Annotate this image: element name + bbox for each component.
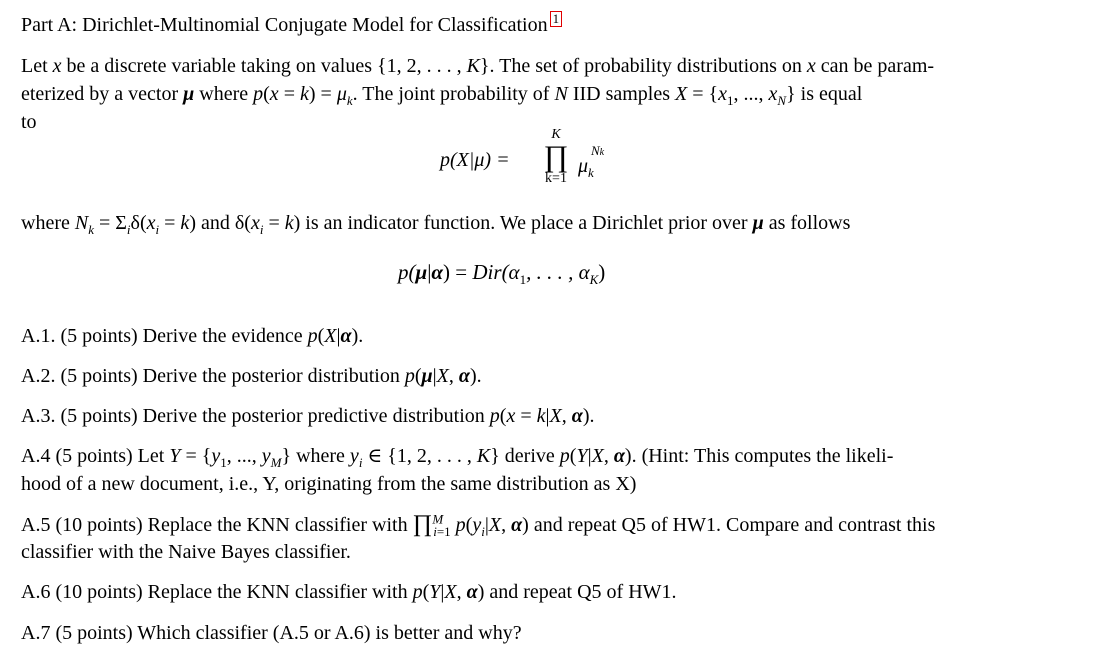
math-text: , ..., <box>733 83 769 105</box>
math-var: x <box>768 83 778 105</box>
math-var: x <box>806 55 816 77</box>
math-var: K <box>466 55 480 77</box>
math-var: μ <box>336 83 347 105</box>
question-text: where <box>291 445 350 467</box>
math-text: ) = <box>308 83 337 105</box>
where-line: where $N_k = \Sigma_i\delta(x_i = k)$ and $\delta(x_i = k)$ is an indicator function. We place a Dirichlet prior over μ as follows <box>21 212 851 237</box>
equation-likelihood <box>440 146 510 174</box>
equation-prior: $p(\mu|\alpha) = Dir(\alpha_1$, . . . , $\alpha_K$) <box>398 260 606 288</box>
question-text: . (Hint: This computes the likeli- <box>631 445 894 467</box>
question-text: A.3. (5 points) Derive the posterior predictive distribution <box>21 405 490 427</box>
math-text: , . . . , α <box>526 260 590 284</box>
math-text: p( <box>398 260 416 284</box>
text: ) is an indicator function. We place a Dirichlet prior over <box>293 212 753 234</box>
intro-text: can be param- <box>815 55 935 77</box>
question-text: . <box>589 405 595 427</box>
intro-text: IID samples <box>567 83 676 105</box>
math-var: p <box>253 83 264 105</box>
math-sub: k <box>588 165 594 180</box>
question-text: derive <box>499 445 560 467</box>
math-var: x <box>269 83 279 105</box>
intro-text: eterized by a vector <box>21 83 184 105</box>
product-operator <box>536 128 576 186</box>
math-text: = { <box>687 83 719 105</box>
math-var: α <box>431 260 444 284</box>
intro-text: }. The set of probability distributions on <box>479 55 807 77</box>
question-text: . <box>476 365 482 387</box>
question-text: A.1. (5 points) Derive the evidence <box>21 325 308 347</box>
section-title-text: Part A: Dirichlet-Multinomial Conjugate Model for Classification <box>21 14 548 36</box>
math-text: = <box>278 83 300 105</box>
math-var: μ <box>752 212 764 234</box>
math-text: (α <box>501 260 520 284</box>
intro-text: where <box>194 83 254 105</box>
question-text: A.6 (10 points) Replace the KNN classifier with <box>21 581 413 603</box>
math-var: N <box>554 83 568 105</box>
question-text: and repeat Q5 of HW1. Compare and contrast this <box>528 514 936 536</box>
math-var: x <box>52 55 62 77</box>
question-a4-line-1: A.4 (5 points) Let $Y = \{y_1$, ..., $y_M$} where $y_i$ ∈ {1, 2, . . . , K} derive p(Y|X, α). (Hint: This computes the likeli- <box>21 445 894 470</box>
question-a5-line-1: A.5 (10 points) Replace the KNN classifier with ∏$^M_{i=1}$ $p(y_i|X$, α) and repeat Q5 of HW1. Compare and contrast this <box>21 511 936 539</box>
math-text: ( <box>263 83 270 105</box>
math-sub: k <box>88 222 94 237</box>
math-var: μ <box>578 155 589 177</box>
math-text: | <box>427 260 432 284</box>
question-a2: A.2. (5 points) Derive the posterior distribution p(μ|X, α). <box>21 365 482 387</box>
intro-text: . The joint probability of <box>352 83 555 105</box>
math-func: Dir <box>472 260 502 284</box>
question-text: A.4 (5 points) Let <box>21 445 170 467</box>
question-a4-line-2: hood of a new document, i.e., Y, originating from the same distribution as X) <box>21 473 637 495</box>
math-sub: K <box>589 272 599 288</box>
math-text: δ( <box>130 212 147 234</box>
product-upper-limit: K <box>551 127 561 142</box>
question-a6: A.6 (10 points) Replace the KNN classifier with p(Y|X, α) and repeat Q5 of HW1. <box>21 581 677 603</box>
question-a3: A.3. (5 points) Derive the posterior predictive distribution p(x = k|X, α). <box>21 405 595 427</box>
math-var: μ <box>183 83 195 105</box>
math-sub: k <box>346 93 353 108</box>
section-title <box>21 11 562 39</box>
question-a7: A.7 (5 points) Which classifier (A.5 or A.6) is better and why? <box>21 622 522 644</box>
question-text: A.2. (5 points) Derive the posterior distribution <box>21 365 405 387</box>
math-text: = Σ <box>93 212 127 234</box>
product-lower-limit: k=1 <box>545 171 567 186</box>
math-var: X <box>675 83 688 105</box>
equation-lhs: p(X|μ) = <box>440 149 510 171</box>
equation-rhs <box>578 152 588 180</box>
math-text: ) and δ( <box>189 212 251 234</box>
math-var: μ <box>415 260 428 284</box>
math-text: ) <box>598 260 606 284</box>
intro-line-2: eterized by a vector μ where $p(x = k) = \mu_k$. The joint probability of N IID samples $X = \{x_1$, ..., $x_N$} is equal <box>21 83 863 108</box>
math-var: N <box>74 212 89 234</box>
math-var: k <box>284 212 294 234</box>
question-text: . <box>358 325 364 347</box>
question-a5-line-2: classifier with the Naive Bayes classifier. <box>21 541 351 563</box>
equation-subscript <box>588 166 594 179</box>
footnote-link[interactable]: 1 <box>550 11 563 27</box>
math-text: = <box>159 212 181 234</box>
question-text: A.5 (10 points) Replace the KNN classifier with <box>21 514 413 536</box>
intro-text: } is equal <box>786 83 863 105</box>
math-sup: N <box>591 143 600 158</box>
question-a1: A.1. (5 points) Derive the evidence p(X|α). <box>21 325 364 347</box>
text: where <box>21 212 75 234</box>
intro-line-3: to <box>21 111 37 133</box>
question-text: and repeat Q5 of HW1. <box>484 581 677 603</box>
text: as follows <box>763 212 851 234</box>
intro-line-1 <box>21 52 934 80</box>
math-sup-sub: k <box>599 147 605 158</box>
equation-exponent <box>591 144 604 159</box>
math-var: k <box>180 212 190 234</box>
math-text: = <box>263 212 285 234</box>
math-var: x <box>718 83 728 105</box>
intro-text: be a discrete variable taking on values {1, 2, . . . , <box>61 55 467 77</box>
intro-text: Let <box>21 55 53 77</box>
math-sub: N <box>777 93 787 108</box>
math-var: k <box>299 83 309 105</box>
product-symbol: ∏ <box>543 140 569 173</box>
math-text: ) = <box>443 260 473 284</box>
